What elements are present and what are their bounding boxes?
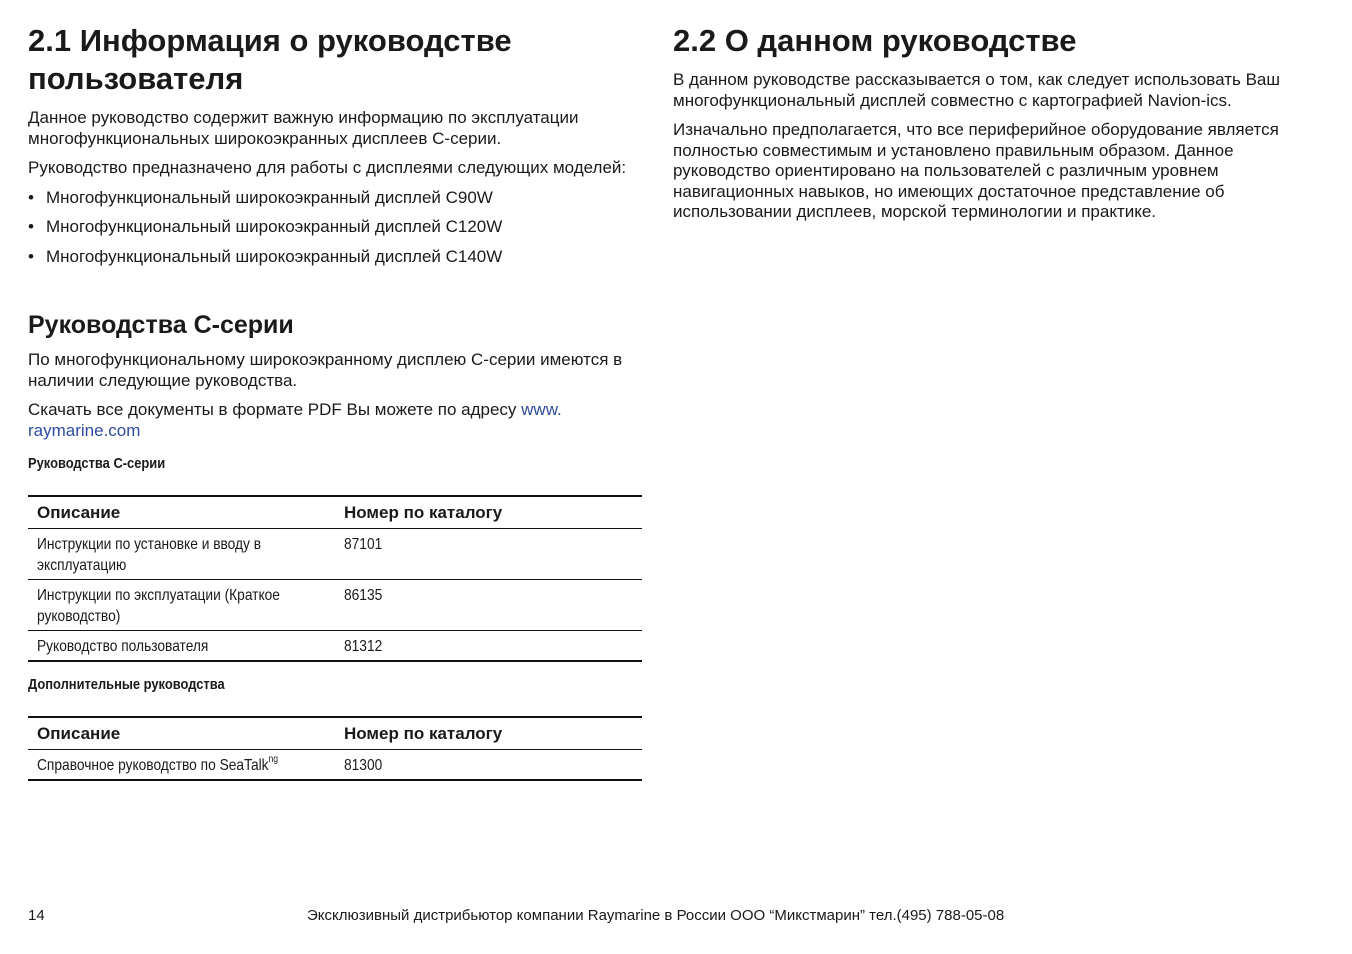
list-item: • Многофункциональный широкоэкранный дисплей C140W	[28, 246, 503, 266]
bullet-icon: •	[28, 246, 34, 266]
cell-catalog-number: 81300	[344, 757, 383, 774]
right-column	[673, 22, 1313, 232]
superscript-ng: ng	[268, 754, 279, 765]
table-row	[28, 630, 642, 660]
section-heading-user-guide-info: 2.1 Информация о руководстве пользователя	[28, 23, 512, 96]
table-caption: Руководства C-серии	[28, 455, 166, 472]
table-header-row	[28, 718, 642, 750]
models-list	[28, 188, 642, 268]
bullet-icon: •	[28, 187, 34, 207]
cell-description: Инструкции по эксплуатации (Краткое руководство)	[37, 587, 280, 625]
series-paragraph: По многофункциональному широкоэкранному дисплею C-серии имеются в наличии следующие руководства.	[28, 350, 623, 390]
header-description: Описание	[37, 503, 121, 522]
cell-description: Руководство пользователя	[37, 638, 209, 655]
additional-manuals-table	[28, 716, 642, 781]
models-intro-paragraph: Руководство предназначено для работы с дисплеями следующих моделей:	[28, 158, 627, 177]
header-catalog-number: Номер по каталогу	[344, 724, 503, 743]
about-paragraph-1: В данном руководстве рассказывается о том, как следует использовать Ваш многофункциональный дисплей совместно с картографией Navion-ics.	[673, 70, 1281, 110]
page-number: 14	[28, 907, 45, 924]
list-item: • Многофункциональный широкоэкранный дисплей C90W	[28, 187, 493, 207]
left-column	[28, 22, 642, 781]
section-heading-c-series-manuals: Руководства C-серии	[28, 311, 294, 339]
footer-distributor-text: Эксклюзивный дистрибьютор компании Raymarine в России ООО “Микстмарин” тел.(495) 788-05-08	[307, 907, 1005, 924]
bullet-icon: •	[28, 217, 34, 236]
cell-description: Справочное руководство по SeaTalk$^{ng}$	[37, 754, 279, 774]
section-heading-about-guide: 2.2 О данном руководстве	[673, 23, 1077, 58]
cell-description: Инструкции по установке и вводу в эксплуатацию	[37, 536, 262, 574]
download-paragraph: Скачать все документы в формате PDF Вы можете по адресу www. raymarine.com	[28, 400, 562, 440]
cell-catalog-number: 87101	[344, 536, 383, 553]
table-caption: Дополнительные руководства	[28, 676, 225, 693]
header-catalog-number: Номер по каталогу	[344, 503, 503, 522]
intro-paragraph: Данное руководство содержит важную информацию по эксплуатации многофункциональных широкоэкранных дисплеев C-серии.	[28, 108, 579, 148]
table-row	[28, 529, 642, 579]
c-series-manuals-table	[28, 495, 642, 662]
header-description: Описание	[37, 724, 121, 743]
cell-catalog-number: 81312	[344, 638, 383, 655]
list-item: • Многофункциональный широкоэкранный дисплей C120W	[28, 217, 503, 236]
table-row	[28, 579, 642, 630]
about-paragraph-2: Изначально предполагается, что все периферийное оборудование является полностью совместимым и установлено правильным образом. Данное руководство ориентировано на пользователей с различным уровнем навигационных навыков, но имеющих достаточное представление об использовании дисплеев, морской терминологии и практике.	[673, 120, 1279, 221]
table-row	[28, 750, 642, 779]
table-header-row	[28, 497, 642, 529]
raymarine-link[interactable]: www. raymarine.com	[28, 400, 562, 440]
cell-catalog-number: 86135	[344, 587, 383, 604]
